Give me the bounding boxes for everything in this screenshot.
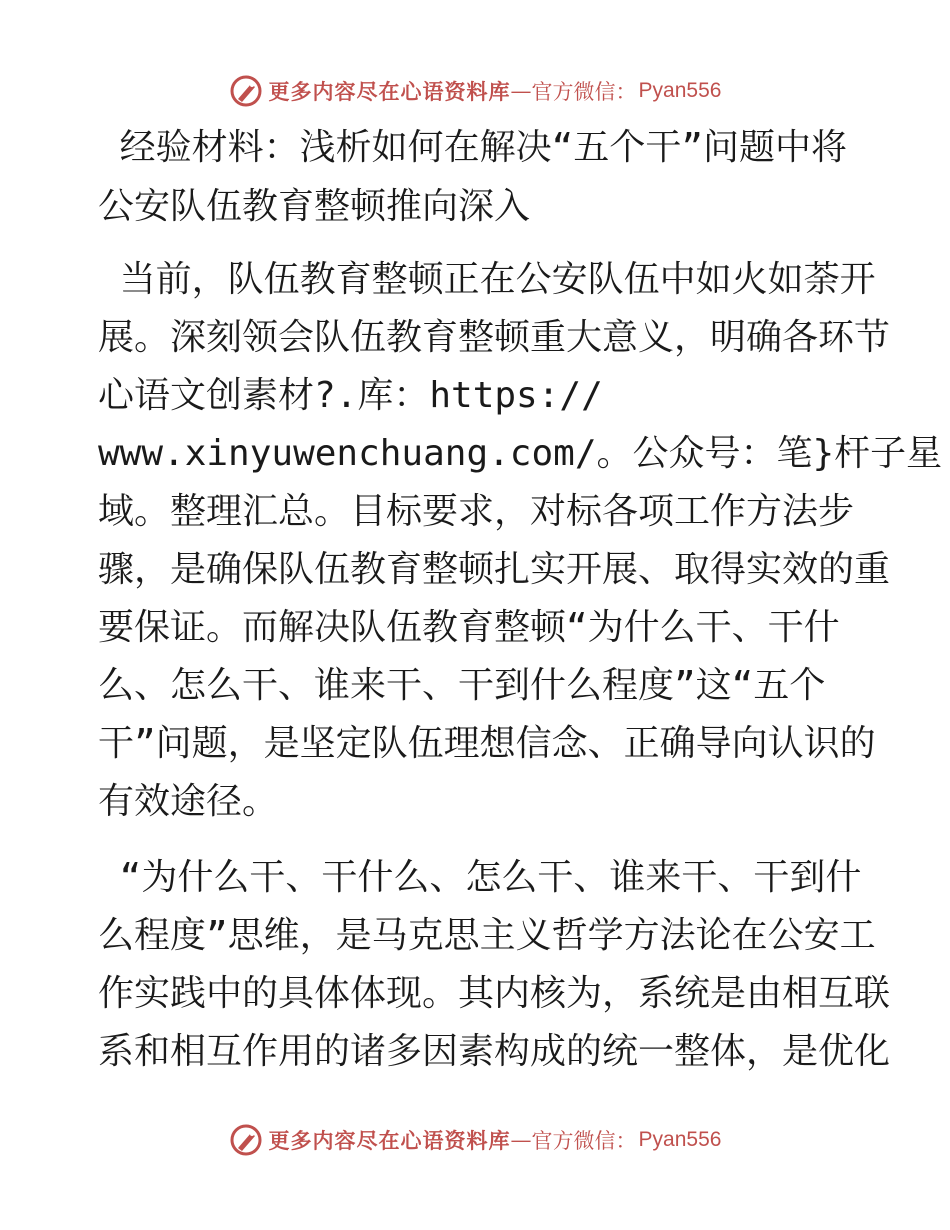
banner-separator: — (510, 1128, 532, 1152)
paragraph1-line-6: 骤，是确保队伍教育整顿扎实开展、取得实效的重 (98, 549, 891, 590)
paragraph1-line-5: 域。整理汇总。目标要求，对标各项工作方法步 (98, 491, 855, 532)
paragraph1-line-9: 干”问题，是坚定队伍理想信念、正确导向认识的 (98, 723, 876, 764)
paragraph1-line-1: 当前，队伍教育整顿正在公安队伍中如火如荼开 (98, 259, 876, 300)
banner-main-text: 更多内容尽在心语资料库 (268, 79, 511, 104)
banner-wechat-id: Pyan556 (638, 1128, 722, 1151)
footer-banner (0, 1120, 950, 1160)
paragraph2-line-2: 么程度”思维，是马克思主义哲学方法论在公安工 (98, 915, 876, 956)
pen-logo-icon (229, 74, 263, 108)
banner-wechat-label: 官方微信： (531, 1129, 637, 1153)
paragraph2-line-3: 作实践中的具体体现。其内核为，系统是由相互联 (98, 973, 891, 1014)
paragraph2-line-4: 系和相互作用的诸多因素构成的统一整体，是优化 (98, 1031, 891, 1072)
paragraph1-line-7: 要保证。而解决队伍教育整顿“为什么干、干什 (98, 607, 840, 648)
pen-logo-icon (229, 1123, 263, 1157)
banner-wechat-label: 官方微信： (531, 80, 637, 104)
header-banner (0, 71, 950, 111)
paragraph1-line-8: 么、怎么干、谁来干、干到什么程度”这“五个 (98, 665, 826, 706)
paragraph1-line-2: 展。深刻领会队伍教育整顿重大意义，明确各环节 (98, 317, 891, 358)
title-line-1: 经验材料：浅析如何在解决“五个干”问题中将 (98, 127, 848, 168)
paragraph1-line-10: 有效途径。 (98, 781, 279, 822)
paragraph1-line-3: 心语文创素材?.库：https:// (98, 375, 603, 416)
banner-main-text: 更多内容尽在心语资料库 (268, 1128, 511, 1153)
paragraph1-line-4: www.xinyuwenchuang.com/。公众号：笔}杆子星 (98, 433, 943, 474)
title-line-2: 公安队伍教育整顿推向深入 (98, 186, 531, 227)
paragraph2-line-1: “为什么干、干什么、怎么干、谁来干、干到什 (98, 857, 862, 898)
banner-wechat-id: Pyan556 (638, 79, 722, 102)
banner-separator: — (510, 79, 532, 103)
